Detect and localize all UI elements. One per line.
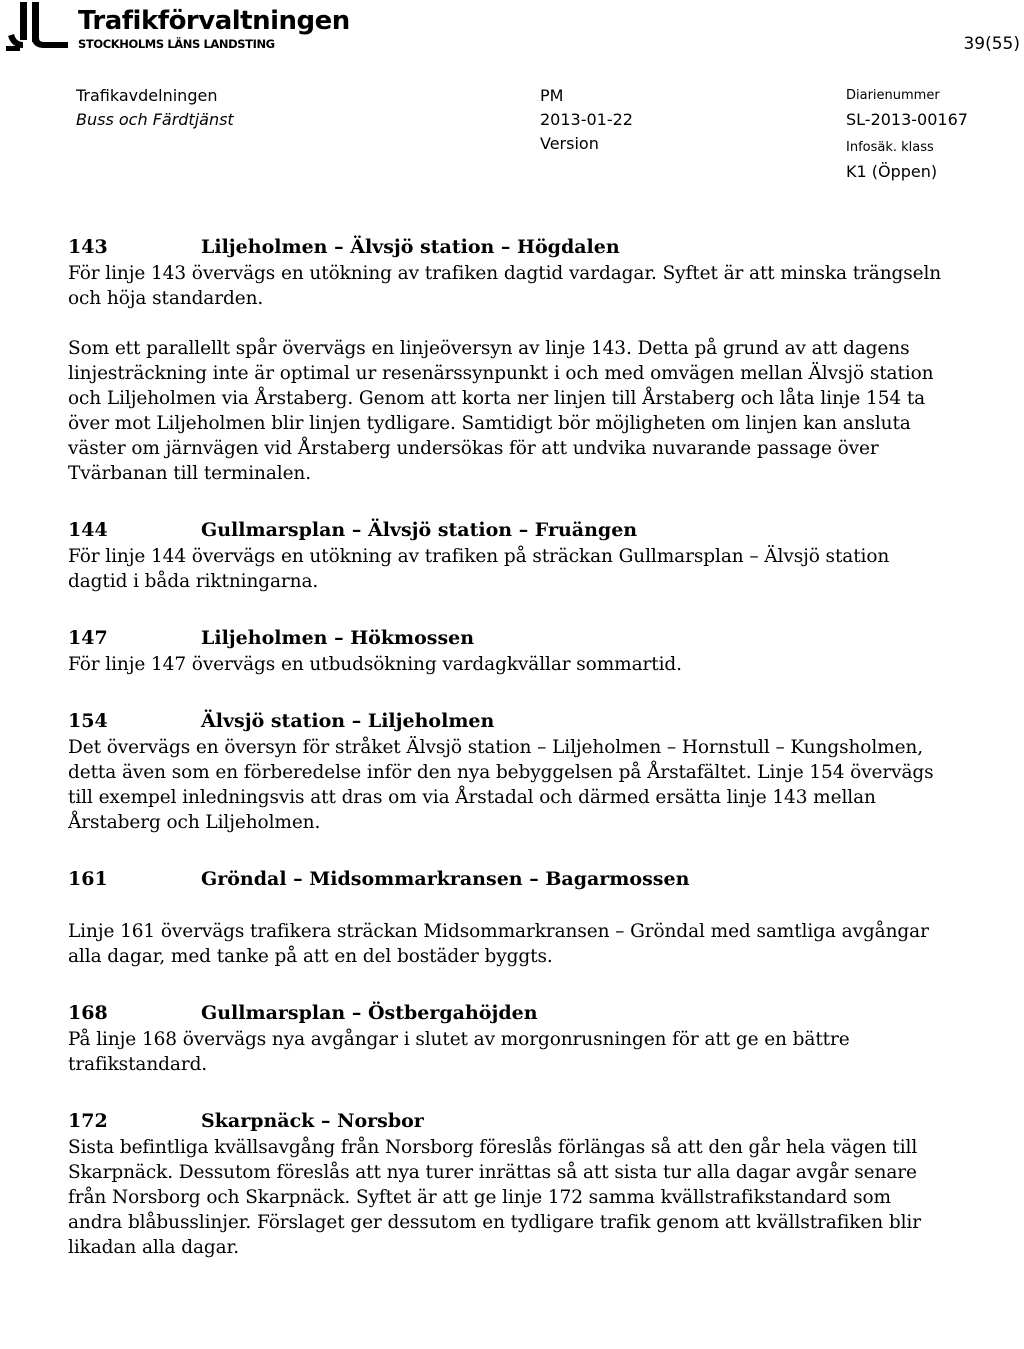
version-label: Version — [540, 134, 599, 153]
route-name: Gröndal – Midsommarkransen – Bagarmossen — [201, 868, 690, 890]
page-number: 39(55) — [963, 34, 1020, 54]
route-section — [68, 1000, 948, 1077]
route-name: Skarpnäck – Norsbor — [201, 1110, 424, 1132]
line-number: 172 — [68, 1110, 108, 1132]
meta-diary — [846, 84, 968, 184]
route-name: Liljeholmen – Älvsjö station – Högdalen — [201, 236, 620, 258]
route-section — [68, 866, 948, 969]
paragraph: För linje 143 övervägs en utökning av trafiken dagtid vardagar. Syftet är att minska trängseln och höja standarden. — [68, 263, 942, 309]
paragraph: För linje 144 övervägs en utökning av trafiken på sträckan Gullmarsplan – Älvsjö station dagtid i båda riktningarna. — [68, 546, 890, 592]
classification-label: Infosäk. klass — [846, 140, 934, 155]
section-heading — [68, 234, 948, 261]
section-heading — [68, 708, 948, 735]
line-number: 168 — [68, 1002, 108, 1024]
line-number: 143 — [68, 236, 108, 258]
route-section — [68, 625, 948, 677]
meta-department — [76, 84, 234, 132]
logo-name: Trafikförvaltningen — [78, 6, 350, 36]
paragraph: För linje 147 övervägs en utbudsökning vardagkvällar sommartid. — [68, 654, 682, 675]
route-section — [68, 1108, 948, 1260]
diary-number: SL-2013-00167 — [846, 110, 968, 129]
paragraph: På linje 168 övervägs nya avgångar i slutet av morgonrusningen för att ge en bättre trafikstandard. — [68, 1029, 850, 1075]
route-name: Gullmarsplan – Älvsjö station – Fruängen — [201, 519, 638, 541]
section-heading — [68, 1000, 948, 1027]
doc-type: PM — [540, 86, 564, 105]
sll-logo-icon — [6, 2, 72, 52]
route-section — [68, 708, 948, 835]
paragraph: Som ett parallellt spår övervägs en linjeöversyn av linje 143. Detta på grund av att dagens linjesträckning inte är optimal ur resenärssynpunkt i och med omvägen mellan Älvsjö station och Liljeholmen via Årstaberg. Genom att korta ner linjen till Årstaberg och låta linje 154 ta över mot Liljeholmen blir linjen tydligare. Samtidigt bör möjligheten om linjen kan ansluta väster om järnvägen vid Årstaberg undersökas för att undvika nuvarande passage över Tvärbanan till terminalen. — [68, 338, 934, 484]
unit: Buss och Färdtjänst — [76, 110, 234, 129]
route-name: Gullmarsplan – Östbergahöjden — [201, 1002, 538, 1024]
doc-date: 2013-01-22 — [540, 110, 633, 129]
diary-label: Diarienummer — [846, 88, 940, 103]
classification-value: K1 (Öppen) — [846, 162, 938, 181]
paragraph: Det övervägs en översyn för stråket Älvsjö station – Liljeholmen – Hornstull – Kungsholmen, detta även som en förberedelse inför den nya bebyggelsen på Årstafältet. Linje 154 övervägs till exempel inledningsvis att dras om via Årstadal och därmed ersätta linje 143 mellan Årstaberg och Liljeholmen. — [68, 737, 934, 833]
paragraph: Linje 161 övervägs trafikera sträckan Midsommarkransen – Gröndal med samtliga avgångar alla dagar, med tanke på att en del bostäder byggts. — [68, 921, 929, 967]
line-number: 144 — [68, 519, 108, 541]
department: Trafikavdelningen — [76, 86, 218, 105]
line-number: 147 — [68, 627, 108, 649]
section-heading — [68, 866, 948, 893]
document-body — [68, 234, 948, 1291]
route-name: Älvsjö station – Liljeholmen — [201, 710, 495, 732]
line-number: 161 — [68, 868, 108, 890]
section-heading — [68, 625, 948, 652]
section-heading — [68, 517, 948, 544]
meta-document — [540, 84, 633, 156]
org-logo — [6, 2, 366, 54]
route-section — [68, 234, 948, 486]
section-heading — [68, 1108, 948, 1135]
spacer — [68, 893, 948, 919]
paragraph: Sista befintliga kvällsavgång från Norsborg föreslås förlängas så att den går hela vägen till Skarpnäck. Dessutom föreslås att nya turer inrättas så att sista tur alla dagar avgår senare från Norsborg och Skarpnäck. Syftet är att ge linje 172 samma kvällstrafikstandard som andra blåbusslinjer. Förslaget ger dessutom en tydligare trafik genom att kvällstrafiken blir likadan alla dagar. — [68, 1137, 921, 1258]
logo-subtitle: STOCKHOLMS LÄNS LANDSTING — [78, 37, 275, 51]
route-section — [68, 517, 948, 594]
route-name: Liljeholmen – Hökmossen — [201, 627, 475, 649]
line-number: 154 — [68, 710, 108, 732]
